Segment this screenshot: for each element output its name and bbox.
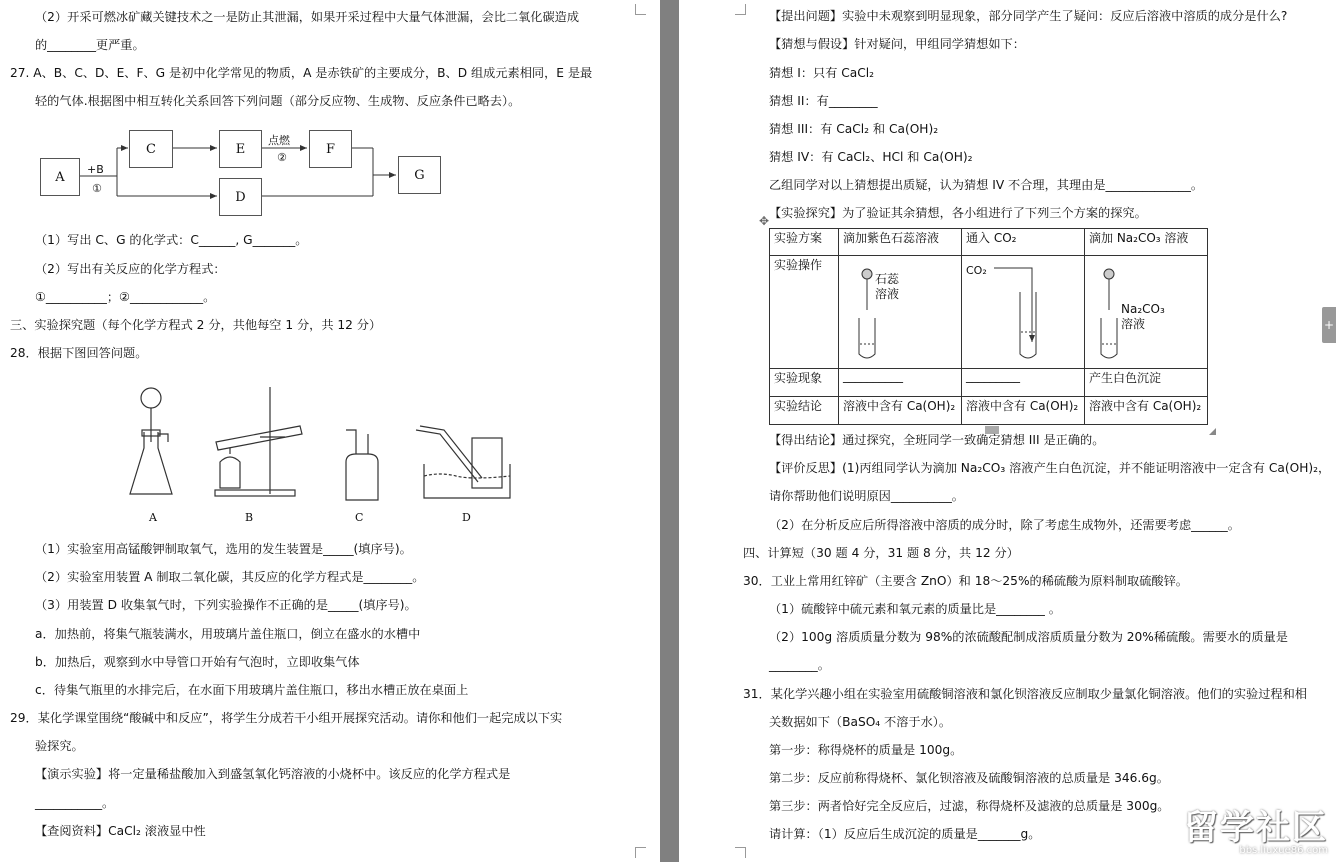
edge-label-ignite: 点燃 — [268, 134, 290, 147]
text-line: （2）100g 溶质质量分数为 98%的浓硫酸配制成溶质质量分数为 20%稀硫酸。需要水的质量是 — [769, 630, 1288, 644]
margin-corner-mark — [735, 4, 746, 15]
hypothesis-2: 猜想 II：有________ — [769, 94, 878, 108]
hypothesis-3: 猜想 III：有 CaCl₂ 和 Ca(OH)₂ — [769, 122, 939, 136]
apparatus-label-b: B — [245, 511, 254, 524]
text-line: 【得出结论】通过探究，全班同学一致确定猜想 III 是正确的。 — [769, 433, 1105, 447]
document-page-left — [0, 0, 660, 862]
edge-label-plus-b: +B — [87, 163, 104, 176]
expand-panel-button[interactable]: + — [1322, 307, 1336, 343]
question-30: 30．工业上常用红锌矿（主要含 ZnO）和 18～25%的稀硫酸为原料制取硫酸锌。 — [743, 574, 1188, 588]
text-line: 第三步：两者恰好完全反应后，过滤，称得烧杯及滤液的总质量是 300g。 — [769, 799, 1170, 813]
section-3-heading: 三、实验探究题（每个化学方程式 2 分，共他每空 1 分，共 12 分） — [10, 318, 382, 332]
table-cell-figure — [1085, 256, 1208, 369]
edge-label-step-2: ② — [277, 151, 287, 164]
hypothesis-1: 猜想 I：只有 CaCl₂ — [769, 66, 875, 80]
table-row-label: 实验操作 — [770, 256, 839, 369]
table-cell: 溶液中含有 Ca(OH)₂ — [962, 397, 1085, 425]
margin-corner-mark — [635, 4, 646, 15]
reagent-label: CO₂ — [966, 264, 987, 277]
table-header-cell: 通入 CO₂ — [962, 229, 1085, 256]
watermark-title: 留学社区 — [1184, 808, 1328, 848]
text-line: 乙组同学对以上猜想提出质疑，认为猜想 IV 不合理，其理由是______________。 — [769, 178, 1204, 192]
watermark-url: bbs.liuxue86.com — [1239, 845, 1328, 856]
text-line: 【猜想与假设】针对疑问，甲组同学猜想如下： — [769, 37, 1025, 51]
table-cell: 溶液中含有 Ca(OH)₂ — [1085, 397, 1208, 425]
text-line: ________。 — [769, 658, 830, 672]
table-cell: 产生白色沉淀 — [1085, 369, 1208, 397]
text-line: 的________更严重。 — [35, 38, 145, 52]
text-line: （3）用装置 D 收集氧气时，下列实验操作不正确的是_____(填序号)。 — [35, 598, 417, 612]
table-row-label: 实验结论 — [770, 397, 839, 425]
section-4-heading: 四、计算短（30 题 4 分，31 题 8 分，共 12 分） — [743, 546, 1019, 560]
text-line: 【演示实验】将一定量稀盐酸加入到盛氢氧化钙溶液的小烧杯中。该反应的化学方程式是 — [35, 767, 511, 781]
watermark-logo — [1184, 800, 1328, 856]
question-27: 27. A、B、C、D、E、F、G 是初中化学常见的物质，A 是赤铁矿的主要成分，B、D 组成元素相同，E 是最 — [10, 66, 593, 80]
page-gap — [660, 0, 679, 862]
text-line: （2）写出有关反应的化学方程式： — [35, 262, 226, 276]
text-line: 验探究。 — [35, 739, 84, 753]
text-line: 【提出问题】实验中未观察到明显现象，部分同学产生了疑问：反应后溶液中溶质的成分是什么? — [769, 9, 1288, 23]
question-29: 29．某化学课堂围绕“酸碱中和反应”，将学生分成若干小组开展探究活动。请你和他们一起完成以下实 — [10, 711, 563, 725]
flow-node-f: F — [309, 130, 352, 168]
table-cell: 溶液中含有 Ca(OH)₂ — [839, 397, 962, 425]
text-line: 第一步：称得烧杯的质量是 100g。 — [769, 743, 963, 757]
edge-label-step-1: ① — [92, 182, 102, 195]
text-line: 请计算：（1）反应后生成沉淀的质量是_______g。 — [769, 827, 1041, 841]
table-cell: _________ — [962, 369, 1085, 397]
question-31: 31．某化学兴趣小组在实验室用硫酸铜溶液和氯化钡溶液反应制取少量氯化铜溶液。他们的实验过程和相 — [743, 687, 1307, 701]
text-line: 【实验探究】为了验证其余猜想，各小组进行了下列三个方案的探究。 — [769, 206, 1147, 220]
apparatus-label-d: D — [462, 511, 471, 524]
flow-node-d: D — [219, 178, 262, 216]
text-line: （1）实验室用高锰酸钾制取氧气，选用的发生装置是_____(填序号)。 — [35, 542, 412, 556]
text-line: （1）写出 C、G 的化学式：C______, G_______。 — [35, 233, 308, 247]
lab-apparatus-figure — [120, 382, 520, 512]
option-b: b．加热后，观察到水中导管口开始有气泡时，立即收集气体 — [35, 655, 360, 669]
text-line: 请你帮助他们说明原因__________。 — [769, 489, 964, 503]
text-line: 轻的气体.根据图中相互转化关系回答下列问题（部分反应物、生成物、反应条件已略去）。 — [35, 94, 521, 108]
hypothesis-4: 猜想 IV：有 CaCl₂、HCl 和 Ca(OH)₂ — [769, 150, 973, 164]
reagent-label: Na₂CO₃溶液 — [1121, 302, 1165, 331]
question-28: 28．根据下图回答问题。 — [10, 346, 148, 360]
text-line: 第二步：反应前称得烧杯、氯化钡溶液及硫酸铜溶液的总质量是 346.6g。 — [769, 771, 1169, 785]
test-tube-co2-icon — [966, 262, 1076, 362]
table-cell-figure — [839, 256, 962, 369]
table-header-cell: 滴加 Na₂CO₃ 溶液 — [1085, 229, 1208, 256]
apparatus-label-c: C — [355, 511, 364, 524]
option-a: a．加热前，将集气瓶装满水，用玻璃片盖住瓶口，倒立在盛水的水槽中 — [35, 627, 421, 641]
apparatus-label-a: A — [149, 511, 157, 524]
text-line: （2）在分析反应后所得溶液中溶质的成分时，除了考虑生成物外，还需要考虑______。 — [769, 518, 1240, 532]
table-row-label: 实验现象 — [770, 369, 839, 397]
text-line: （2）开采可燃冰矿藏关键技术之一是防止其泄漏，如果开采过程中大量气体泄漏，会比二氧化碳造成 — [35, 10, 580, 24]
text-line: （1）硫酸锌中硫元素和氧元素的质量比是________ 。 — [769, 602, 1061, 616]
text-line: ___________。 — [35, 796, 115, 810]
text-line: 【评价反思】(1)丙组同学认为滴加 Na₂CO₃ 溶液产生白色沉淀，并不能证明溶液中一定含有 Ca(OH)₂， — [769, 461, 1331, 475]
table-cell-figure — [962, 256, 1085, 369]
flow-node-e: E — [219, 130, 262, 168]
reagent-label: 石蕊溶液 — [875, 272, 900, 301]
flow-node-a: A — [40, 158, 80, 196]
text-line: （2）实验室用装置 A 制取二氧化碳，其反应的化学方程式是________。 — [35, 570, 425, 584]
document-page-right — [679, 0, 1336, 862]
text-line: ①__________；②____________。 — [35, 290, 216, 304]
option-c: c．待集气瓶里的水排完后，在水面下用玻璃片盖住瓶口，移出水槽正放在桌面上 — [35, 683, 469, 697]
flow-node-c: C — [129, 130, 173, 168]
table-cell: __________ — [839, 369, 962, 397]
margin-corner-mark — [635, 847, 646, 858]
table-header-cell: 滴加紫色石蕊溶液 — [839, 229, 962, 256]
text-line: 关数据如下（BaSO₄ 不溶于水）。 — [769, 715, 952, 729]
table-resize-handle[interactable] — [1209, 428, 1216, 435]
experiment-table — [769, 228, 1208, 425]
table-move-handle-icon[interactable]: ✥ — [759, 214, 770, 228]
text-line: 【查阅资料】CaCl₂ 滚液显中性 — [35, 824, 206, 838]
table-header-cell: 实验方案 — [770, 229, 839, 256]
flow-node-g: G — [398, 156, 441, 194]
margin-corner-mark — [735, 847, 746, 858]
